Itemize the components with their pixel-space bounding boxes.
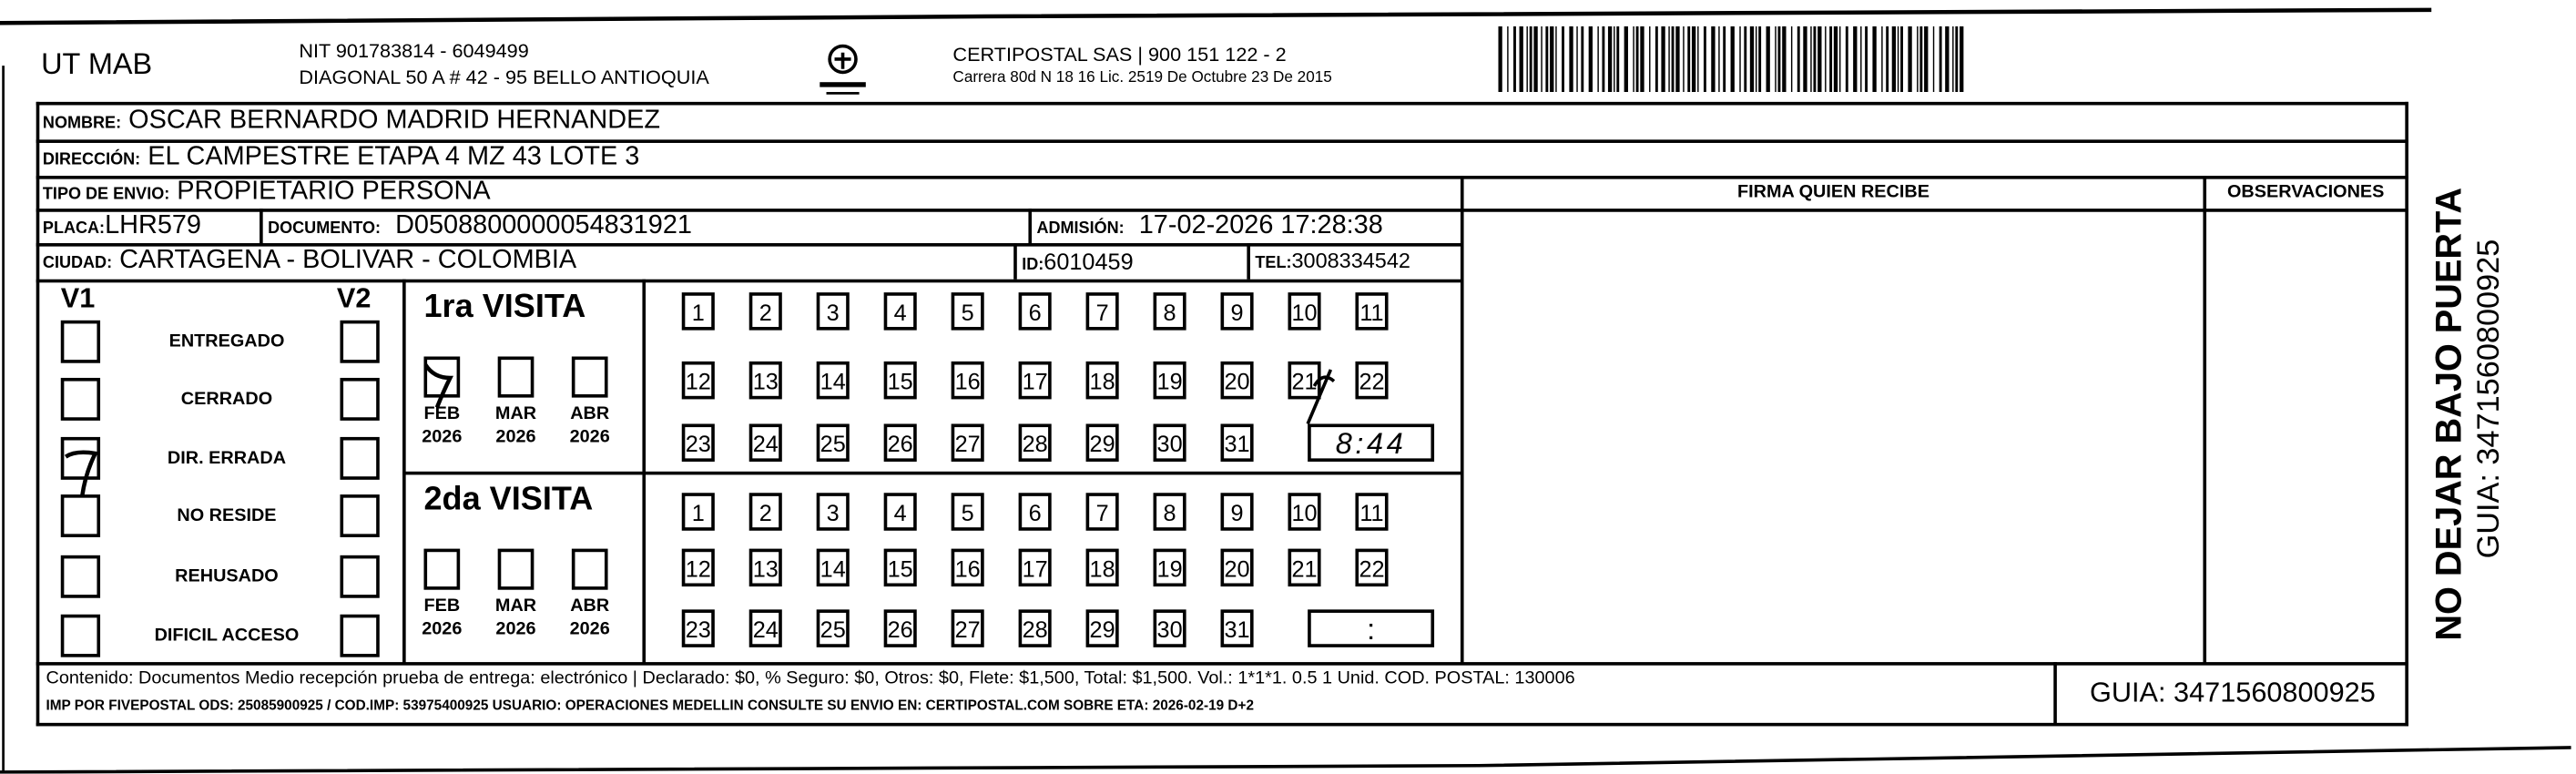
id-field [1022, 245, 1133, 282]
admision-value: 17-02-2026 17:28:38 [1138, 211, 1383, 240]
direccion-value: EL CAMPESTRE ETAPA 4 MZ 43 LOTE 3 [148, 142, 640, 171]
month-checkbox[interactable] [498, 549, 535, 590]
month-label [483, 595, 548, 641]
day-box[interactable]: 21 [1288, 549, 1320, 586]
day-box[interactable]: 6 [1019, 493, 1052, 530]
day-box[interactable]: 18 [1086, 549, 1119, 586]
barcode-bar [1576, 26, 1577, 92]
day-box[interactable]: 4 [884, 493, 917, 530]
barcode-bar [1952, 26, 1953, 92]
footer-content: Contenido: Documentos Medio recepción prueba de entrega: electrónico | Declarado: $0, % Seguro: $0, Otros: $0, Flete: $1,500, Total: $1,500. Vol.: 1*1*1. 0.5 1 Unid. COD. POSTAL: 130006 [46, 668, 1575, 688]
day-box[interactable]: 26 [884, 423, 917, 461]
observations-area[interactable] [2206, 210, 2405, 662]
day-box[interactable]: 27 [952, 423, 984, 461]
day-box[interactable]: 13 [749, 549, 782, 586]
month-label [409, 402, 474, 449]
month-year: 2026 [422, 619, 463, 639]
month-label [557, 402, 623, 449]
v2-checkbox[interactable] [340, 378, 379, 421]
admision-label: ADMISIÓN: [1036, 219, 1125, 239]
day-box[interactable]: 20 [1221, 362, 1254, 399]
day-box[interactable]: 15 [884, 362, 917, 399]
placa-value: LHR579 [105, 211, 201, 240]
barcode-bar [1853, 26, 1857, 92]
day-box[interactable]: 17 [1019, 362, 1052, 399]
v2-header: V2 [336, 282, 372, 314]
day-box[interactable]: 14 [817, 362, 850, 399]
barcode-bar [1803, 26, 1807, 92]
day-box[interactable]: 24 [749, 609, 782, 647]
month-year: 2026 [495, 619, 536, 639]
day-box[interactable]: 16 [952, 549, 984, 586]
day-box[interactable]: 11 [1355, 292, 1388, 330]
barcode-bar [1723, 26, 1726, 92]
day-box[interactable]: 2 [749, 493, 782, 530]
observaciones-header: OBSERVACIONES [2226, 182, 2385, 202]
month-year: 2026 [569, 619, 610, 639]
month-label [483, 402, 548, 449]
barcode-bar [1778, 26, 1781, 92]
barcode-bar [1555, 26, 1556, 92]
barcode-bar [1675, 26, 1679, 92]
day-box[interactable]: 30 [1154, 609, 1186, 647]
barcode-bar [1683, 26, 1684, 92]
day-box[interactable]: 25 [817, 609, 850, 647]
side-guia: GUIA: 3471560800925 [2472, 239, 2508, 559]
barcode [1498, 26, 1974, 92]
day-box[interactable]: 31 [1221, 423, 1254, 461]
sender-nit: NIT 901783814 - 6049499 [299, 39, 529, 63]
barcode-bar [1917, 26, 1918, 92]
day-box[interactable]: 25 [817, 423, 850, 461]
v2-checkbox[interactable] [340, 321, 379, 363]
barcode-bar [1526, 26, 1527, 92]
placa-label: PLACA: [42, 219, 106, 239]
nombre-value: OSCAR BERNARDO MADRID HERNANDEZ [128, 107, 660, 135]
status-label: DIR. ERRADA [167, 448, 287, 469]
barcode-bar [1640, 26, 1644, 92]
barcode-bar [1661, 26, 1665, 92]
status-label: NO RESIDE [177, 505, 277, 526]
barcode-bar [1711, 26, 1715, 92]
day-box[interactable]: 9 [1221, 292, 1254, 330]
tel-value: 3008334542 [1291, 248, 1410, 273]
month-name: FEB [423, 596, 461, 616]
direccion-label: DIRECCIÓN: [42, 150, 141, 169]
documento-label: DOCUMENTO: [268, 219, 382, 239]
firma-header: FIRMA QUIEN RECIBE [1736, 182, 1929, 202]
day-box[interactable]: 19 [1154, 362, 1186, 399]
status-label: ENTREGADO [168, 331, 285, 352]
placa-field [43, 210, 201, 247]
day-box[interactable]: 24 [749, 423, 782, 461]
barcode-bar [1649, 26, 1650, 92]
month-name: ABR [570, 596, 610, 616]
tipo-label: TIPO DE ENVIO: [42, 185, 170, 204]
barcode-bar [1898, 26, 1899, 92]
day-box[interactable]: 13 [749, 362, 782, 399]
barcode-bar [1633, 26, 1634, 92]
barcode-bar [1602, 26, 1604, 92]
day-box[interactable]: 20 [1221, 549, 1254, 586]
v1-checkbox[interactable] [61, 437, 100, 480]
day-box[interactable]: 4 [884, 292, 917, 330]
barcode-bar [1767, 26, 1770, 92]
day-box[interactable]: 15 [884, 549, 917, 586]
barcode-bar [1960, 26, 1963, 92]
day-box[interactable]: 5 [952, 292, 984, 330]
barcode-bar [1945, 26, 1949, 92]
sender-name: UT MAB [41, 47, 153, 81]
barcode-bar [1908, 26, 1911, 92]
day-box[interactable]: 23 [682, 423, 715, 461]
day-box[interactable]: 14 [817, 549, 850, 586]
barcode-bar [1750, 26, 1754, 92]
day-box[interactable]: 16 [952, 362, 984, 399]
day-box[interactable]: 29 [1086, 423, 1119, 461]
barcode-bar [1550, 26, 1553, 92]
documento-field [268, 210, 692, 247]
month-name: ABR [570, 403, 610, 424]
barcode-bar [1775, 26, 1776, 92]
barcode-bar [1846, 26, 1848, 92]
barcode-bar [1933, 26, 1934, 92]
signature-area[interactable] [1464, 210, 2204, 662]
day-box[interactable]: 1 [682, 292, 715, 330]
day-box[interactable]: 10 [1288, 493, 1320, 530]
month-name: FEB [423, 403, 461, 424]
barcode-bar [1498, 26, 1502, 92]
footer-guia: GUIA: 3471560800925 [2089, 677, 2376, 708]
time-box[interactable]: 8:44 [1308, 423, 1434, 461]
nombre-field [43, 105, 660, 141]
company-name: CERTIPOSTAL SAS | 900 151 122 - 2 [952, 42, 1287, 66]
warning-no-dejar: NO DEJAR BAJO PUERTA [2428, 187, 2469, 641]
status-label: REHUSADO [175, 566, 279, 587]
day-box[interactable]: 12 [682, 362, 715, 399]
barcode-bar [1589, 26, 1593, 92]
barcode-bar [1865, 26, 1868, 92]
barcode-bar [1900, 26, 1903, 92]
day-box[interactable]: 30 [1154, 423, 1186, 461]
barcode-bar [1718, 26, 1719, 92]
barcode-bar [1541, 26, 1542, 92]
v2-checkbox[interactable] [340, 437, 379, 480]
barcode-bar [1616, 26, 1619, 92]
status-label: CERRADO [180, 389, 273, 410]
barcode-bar [1825, 26, 1826, 92]
day-box[interactable]: 21 [1288, 362, 1320, 399]
month-checkbox[interactable] [423, 357, 460, 398]
day-box[interactable]: 17 [1019, 549, 1052, 586]
day-box[interactable]: 12 [682, 549, 715, 586]
month-year: 2026 [495, 427, 536, 447]
month-label [409, 595, 474, 641]
v2-checkbox[interactable] [340, 555, 379, 598]
tipo-envio-field [43, 176, 491, 212]
v1-header: V1 [60, 282, 96, 314]
month-year: 2026 [422, 427, 463, 447]
barcode-bar [1924, 26, 1928, 92]
day-box[interactable]: 10 [1288, 292, 1320, 330]
barcode-bar [1704, 26, 1706, 92]
day-box[interactable]: 7 [1086, 292, 1119, 330]
ciudad-value: CARTAGENA - BOLIVAR - COLOMBIA [119, 246, 577, 275]
time-box[interactable]: : [1308, 609, 1434, 647]
certipostal-logo [817, 37, 870, 103]
nombre-label: NOMBRE: [42, 115, 122, 134]
day-box[interactable]: 3 [817, 292, 850, 330]
day-box[interactable]: 7 [1086, 493, 1119, 530]
barcode-bar [1562, 26, 1564, 92]
barcode-bar [1687, 26, 1690, 92]
barcode-bar [1758, 26, 1761, 92]
barcode-bar [1839, 26, 1840, 92]
v1-checkbox[interactable] [61, 555, 100, 598]
day-box[interactable]: 23 [682, 609, 715, 647]
barcode-bar [1545, 26, 1548, 92]
tel-field [1255, 245, 1410, 281]
barcode-bar [1813, 26, 1816, 92]
documento-value: D0508800000054831921 [395, 211, 692, 240]
barcode-bar [1834, 26, 1838, 92]
barcode-bar [1791, 26, 1792, 92]
day-box[interactable]: 3 [817, 493, 850, 530]
v1-checkbox[interactable] [61, 494, 100, 537]
day-box[interactable]: 27 [952, 609, 984, 647]
tel-label: TEL: [1255, 254, 1292, 273]
sender-address: DIAGONAL 50 A # 42 - 95 BELLO ANTIOQUIA [299, 66, 709, 89]
day-box[interactable]: 2 [749, 292, 782, 330]
day-box[interactable]: 5 [952, 493, 984, 530]
id-value: 6010459 [1044, 248, 1134, 275]
v1-checkbox[interactable] [61, 321, 100, 363]
barcode-bar [1569, 26, 1573, 92]
month-checkbox[interactable] [498, 357, 535, 398]
day-box[interactable]: 22 [1355, 549, 1388, 586]
barcode-bar [1636, 26, 1639, 92]
v1-checkbox[interactable] [61, 615, 100, 657]
tipo-value: PROPIETARIO PERSONA [177, 177, 491, 206]
barcode-bar [1955, 26, 1958, 92]
v2-checkbox[interactable] [340, 494, 379, 537]
day-box[interactable]: 29 [1086, 609, 1119, 647]
month-name: MAR [494, 596, 537, 616]
barcode-bar [1513, 26, 1516, 92]
barcode-bar [1881, 26, 1882, 92]
barcode-bar [1692, 26, 1695, 92]
direccion-field [43, 141, 639, 178]
status-label: DIFICIL ACCESO [154, 626, 300, 647]
day-box[interactable]: 8 [1154, 292, 1186, 330]
barcode-bar [1739, 26, 1740, 92]
barcode-bar [1624, 26, 1628, 92]
barcode-bar [1886, 26, 1889, 92]
month-year: 2026 [569, 427, 610, 447]
month-name: MAR [494, 403, 537, 424]
barcode-bar [1731, 26, 1735, 92]
barcode-bar [1608, 26, 1612, 92]
barcode-bar [1744, 26, 1746, 92]
v1-checkbox[interactable] [61, 378, 100, 421]
day-box[interactable]: 1 [682, 493, 715, 530]
barcode-bar [1892, 26, 1896, 92]
visit-title: 1ra VISITA [423, 289, 586, 326]
barcode-bar [1507, 26, 1508, 92]
barcode-bar [1672, 26, 1675, 92]
company-license: Carrera 80d N 18 16 Lic. 2519 De Octubre 23 De 2015 [952, 68, 1332, 87]
barcode-bar [1829, 26, 1832, 92]
admision-field [1036, 210, 1382, 247]
month-checkbox[interactable] [572, 549, 608, 590]
barcode-bar [1919, 26, 1922, 92]
day-box[interactable]: 28 [1019, 423, 1052, 461]
barcode-bar [1940, 26, 1942, 92]
barcode-bar [1597, 26, 1598, 92]
barcode-bar [1530, 26, 1532, 92]
barcode-bar [1581, 26, 1583, 92]
visit-title: 2da VISITA [423, 481, 594, 518]
barcode-bar [1655, 26, 1658, 92]
day-box[interactable]: 8 [1154, 493, 1186, 530]
barcode-bar [1782, 26, 1786, 92]
barcode-bar [1697, 26, 1698, 92]
day-box[interactable]: 11 [1355, 493, 1388, 530]
month-checkbox[interactable] [423, 549, 460, 590]
day-box[interactable]: 9 [1221, 493, 1254, 530]
day-box[interactable]: 26 [884, 609, 917, 647]
day-box[interactable]: 19 [1154, 549, 1186, 586]
ciudad-label: CIUDAD: [42, 254, 113, 273]
v2-checkbox[interactable] [340, 615, 379, 657]
barcode-bar [1668, 26, 1669, 92]
barcode-bar [1533, 26, 1537, 92]
month-checkbox[interactable] [572, 357, 608, 398]
ciudad-field [43, 245, 576, 281]
barcode-bar [1520, 26, 1523, 92]
barcode-bar [1860, 26, 1861, 92]
barcode-bar [1797, 26, 1800, 92]
day-box[interactable]: 6 [1019, 292, 1052, 330]
day-box[interactable]: 22 [1355, 362, 1388, 399]
footer-imp: IMP POR FIVEPOSTAL ODS: 25085900925 / COD.IMP: 53975400925 USUARIO: OPERACIONES MEDELLIN CONSULTE SU ENVIO EN: CERTIPOSTAL.COM SOBRE ETA: 2026-02-19 D+2 [46, 696, 1254, 714]
month-label [557, 595, 623, 641]
barcode-bar [1810, 26, 1811, 92]
barcode-bar [1817, 26, 1821, 92]
day-box[interactable]: 31 [1221, 609, 1254, 647]
day-box[interactable]: 28 [1019, 609, 1052, 647]
id-label: ID: [1022, 256, 1044, 275]
barcode-bar [1872, 26, 1876, 92]
day-box[interactable]: 18 [1086, 362, 1119, 399]
